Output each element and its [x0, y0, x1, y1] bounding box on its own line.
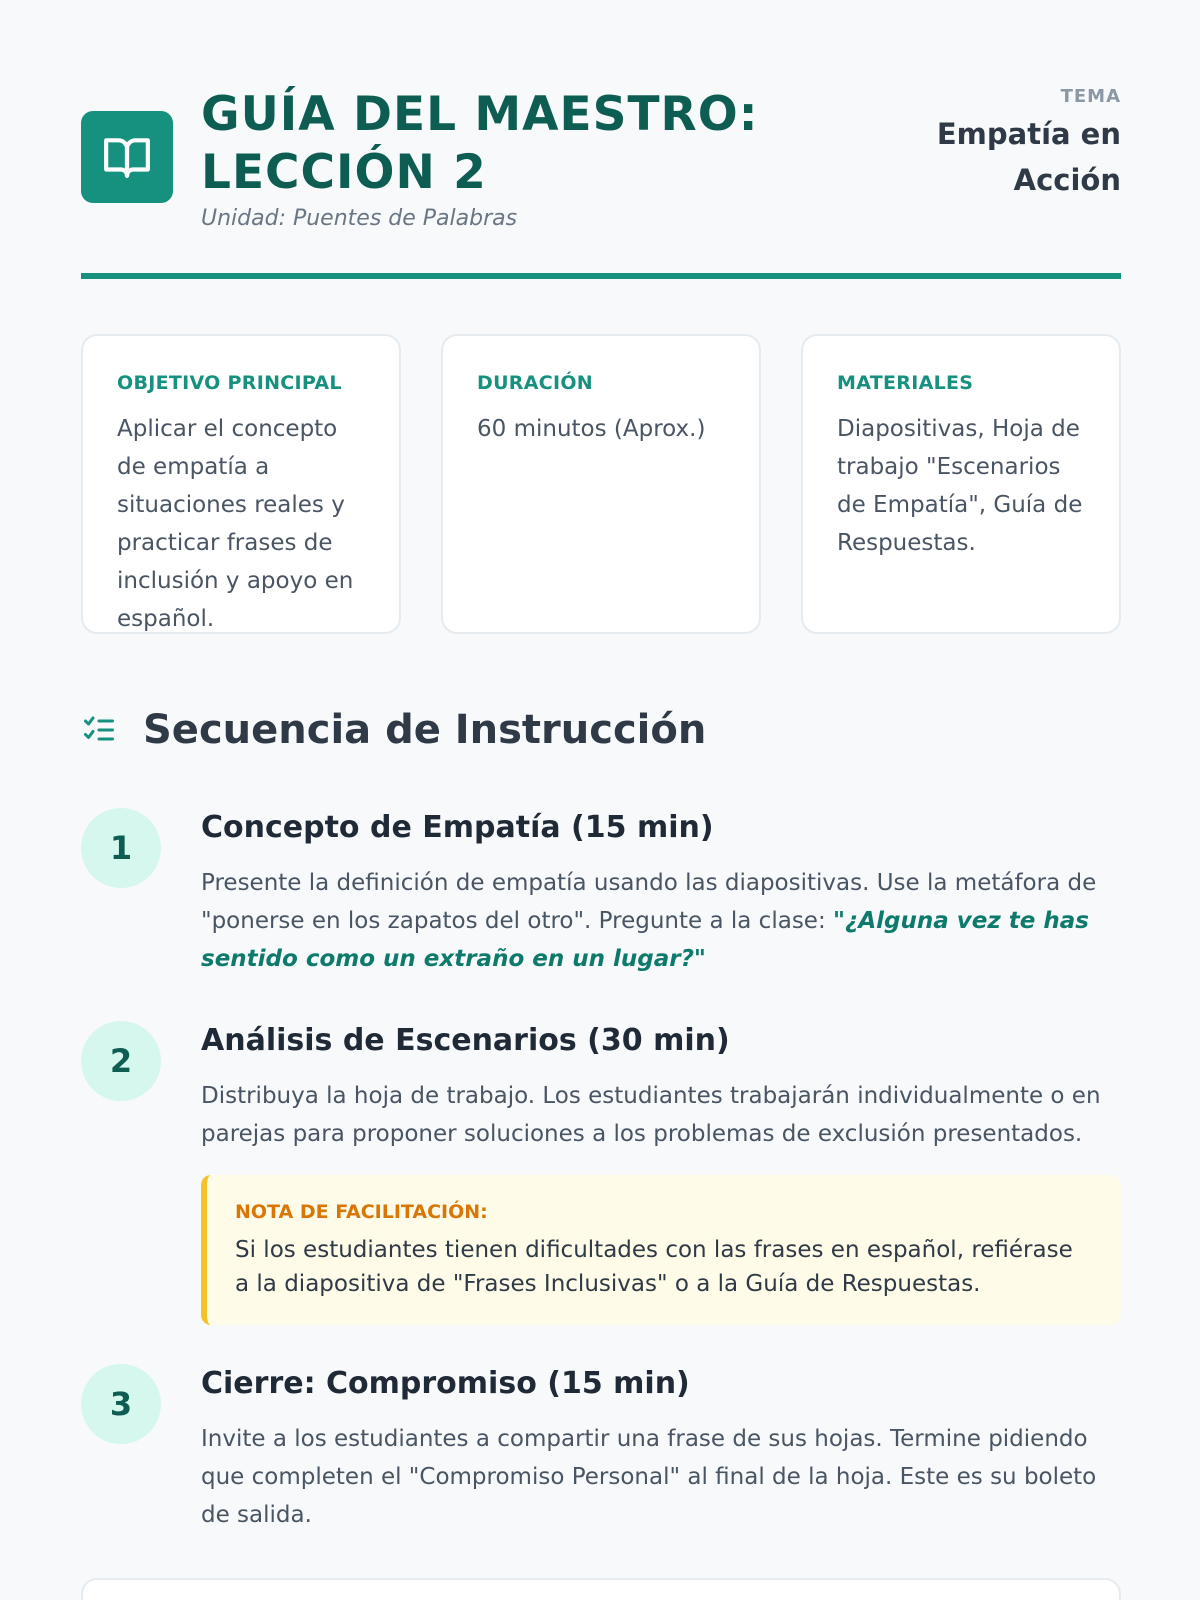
unit-subtitle: Unidad: Puentes de Palabras: [201, 206, 518, 231]
step-body: [201, 1021, 1121, 1325]
book-icon: [81, 111, 173, 203]
step-number-badge: 2: [81, 1021, 161, 1101]
topic-label: TEMA: [1060, 86, 1121, 107]
page-title-line1: GUÍA DEL MAESTRO:: [201, 87, 759, 142]
objective-card: [81, 334, 401, 634]
step-text: [201, 864, 1121, 978]
topic-value: [861, 111, 1121, 203]
objective-text: Aplicar el concepto de empatía a situaciones reales y practicar frases de inclusión y apoyo en español.: [117, 416, 354, 632]
step-number-badge: 3: [81, 1364, 161, 1444]
duration-card: [441, 334, 761, 634]
topic-value-line1: Empatía en: [936, 117, 1121, 151]
step-title: Análisis de Escenarios (30 min): [201, 1023, 730, 1058]
lesson-guide-page: [81, 0, 1121, 1600]
step-text: Invite a los estudiantes a compartir una frase de sus hojas. Termine pidiendo que completen el "Compromiso Personal" al final de la hoja. Este es su boleto de salida.: [201, 1426, 1097, 1528]
facilitation-note: [201, 1175, 1121, 1325]
header: [81, 86, 1121, 246]
note-text: Si los estudiantes tienen dificultades con las frases en español, refiérase a la diapositiva de "Frases Inclusivas" o a la Guía de Respuestas.: [235, 1237, 1073, 1297]
checklist-icon: [81, 712, 117, 748]
step-number-badge: 1: [81, 808, 161, 888]
duration-text: 60 minutos (Aprox.): [477, 416, 706, 442]
duration-label: DURACIÓN: [477, 372, 594, 394]
bottom-card: [81, 1578, 1121, 1600]
note-label: NOTA DE FACILITACIÓN:: [235, 1201, 488, 1223]
step-quote: "¿Alguna vez te has sentido como un extraño en un lugar?": [201, 908, 1089, 972]
step-text-body: Presente la definición de empatía usando las diapositivas. Use la metáfora de "ponerse en los zapatos del otro". Pregunte a la clase:: [201, 870, 1097, 934]
materials-label: MATERIALES: [837, 372, 974, 394]
materials-card: [801, 334, 1121, 634]
topic-block: [861, 86, 1121, 203]
topic-value-line2: Acción: [1013, 163, 1121, 197]
materials-text: Diapositivas, Hoja de trabajo "Escenarios de Empatía", Guía de Respuestas.: [837, 416, 1083, 556]
info-cards: [81, 334, 1121, 634]
section-header: [81, 702, 781, 758]
step-title: Cierre: Compromiso (15 min): [201, 1366, 690, 1401]
page-title: [201, 86, 821, 202]
page-title-line2: LECCIÓN 2: [201, 145, 487, 200]
step-body: [201, 1364, 1121, 1534]
section-title: Secuencia de Instrucción: [143, 707, 707, 753]
step-title: Concepto de Empatía (15 min): [201, 810, 714, 845]
objective-label: OBJETIVO PRINCIPAL: [117, 372, 342, 394]
step-text: Distribuya la hoja de trabajo. Los estudiantes trabajarán individualmente o en parejas para proponer soluciones a los problemas de exclusión presentados.: [201, 1083, 1101, 1147]
header-divider: [81, 273, 1121, 279]
title-block: [201, 86, 821, 231]
step-body: [201, 808, 1121, 978]
